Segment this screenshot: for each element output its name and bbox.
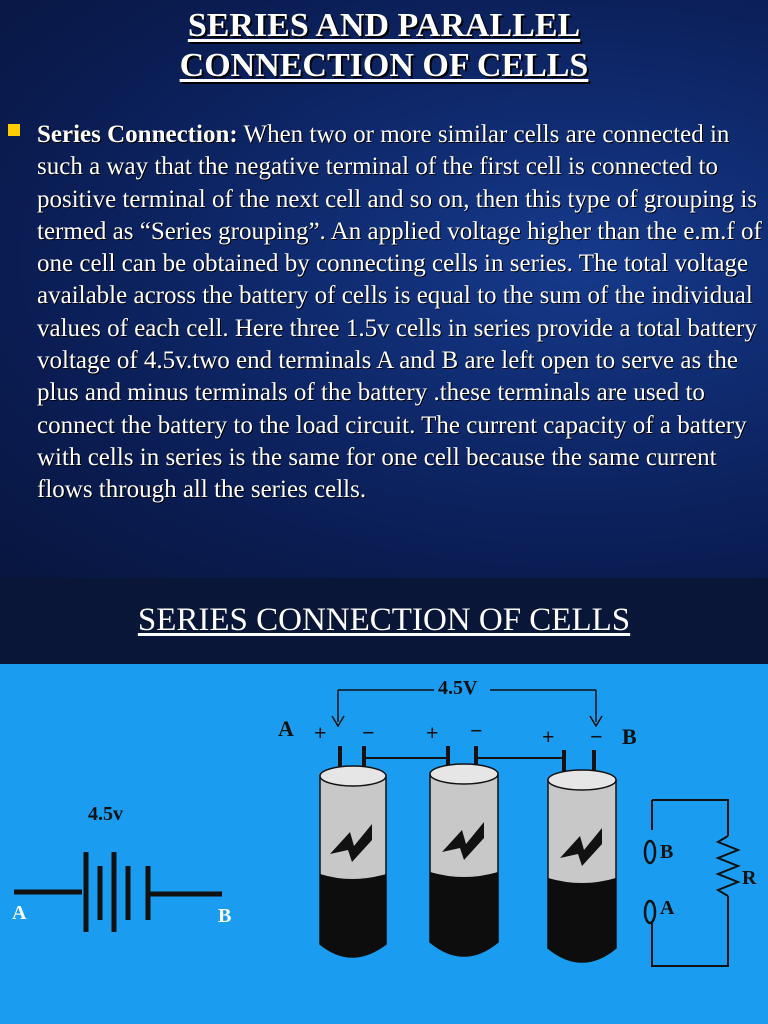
diagram-svg (0, 664, 768, 1024)
terminal-label-a: A (278, 716, 294, 741)
cell-1 (320, 746, 386, 957)
battery-symbol (12, 803, 231, 932)
title-line-1: SERIES AND PARALLEL (187, 7, 581, 44)
symbol-voltage-label: 4.5v (88, 803, 123, 825)
load-circuit (645, 800, 757, 966)
cell3-plus-sign: + (542, 724, 555, 749)
body-paragraph (37, 119, 763, 507)
load-label-a: A (660, 897, 675, 919)
voltage-bracket (332, 677, 602, 726)
symbol-label-a: A (12, 902, 27, 924)
body-text: When two or more similar cells are connected in such a way that the negative terminal of the first cell is connected to positive terminal of the next cell and so on, then this type of grouping is termed as “Series grouping”. An applied voltage higher than the e.m.f of one cell can be obtained by connecting cells in series. The total voltage available across the battery of cells is equal to the sum of the individual values of each cell. Here three 1.5v cells in series provide a total battery voltage of 4.5v.two end terminals A and B are left open to serve as the plus and minus terminals of the battery .these terminals are used to connect the battery to the load circuit. The current capacity of a battery with cells in series is the same for one cell because the same current flows through all the series cells. (37, 121, 762, 504)
page-title (0, 6, 768, 86)
section-subtitle: SERIES CONNECTION OF CELLS (137, 602, 631, 638)
bullet-square-icon (8, 124, 20, 136)
cell1-minus-sign: − (362, 720, 375, 745)
cell1-plus-sign: + (314, 720, 327, 745)
load-label-r: R (742, 867, 757, 889)
title-line-2: CONNECTION OF CELLS (179, 47, 589, 84)
load-label-b: B (660, 841, 674, 863)
cell2-minus-sign: − (470, 718, 483, 743)
terminal-label-b: B (622, 724, 637, 749)
cell-2 (430, 746, 498, 956)
series-cells-diagram (0, 664, 768, 1024)
cell3-minus-sign: − (590, 724, 603, 749)
cell-3 (548, 750, 616, 962)
symbol-label-b: B (218, 905, 232, 927)
top-voltage-label: 4.5V (438, 677, 478, 699)
cell2-plus-sign: + (426, 720, 439, 745)
term-series-connection: Series Connection: (37, 121, 238, 148)
